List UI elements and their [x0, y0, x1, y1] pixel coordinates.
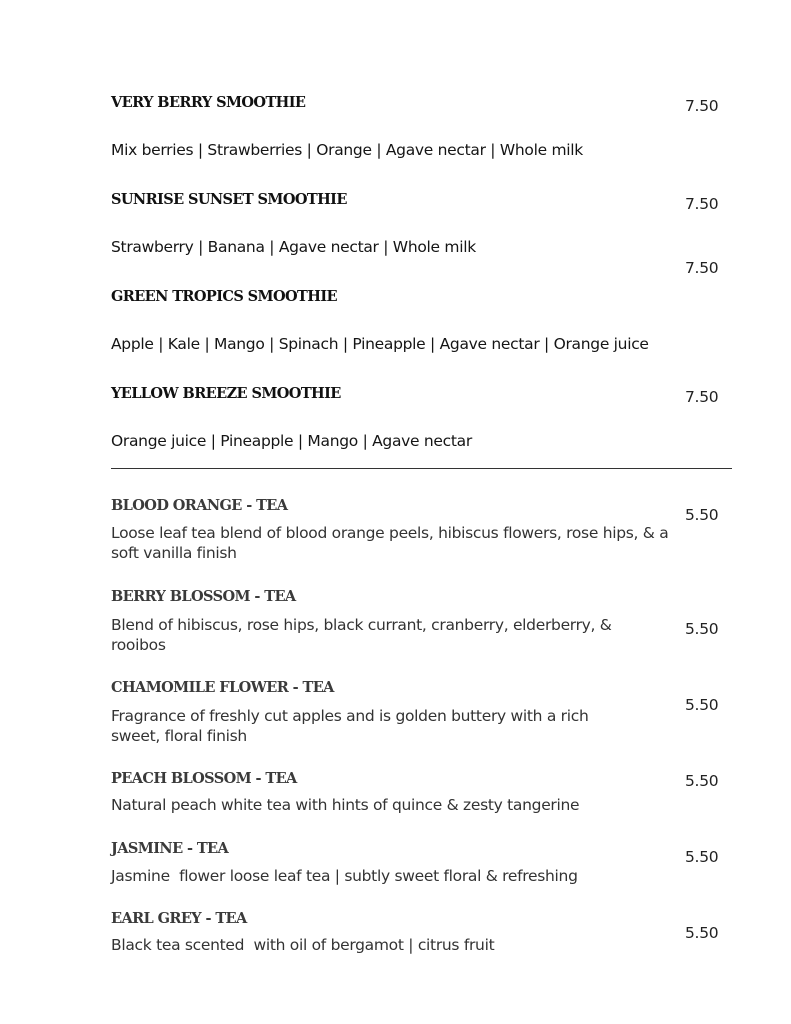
item-title: VERY BERRY SMOOTHIE [111, 94, 306, 111]
item-title: PEACH BLOSSOM - TEA [111, 770, 297, 787]
item-title: BLOOD ORANGE - TEA [111, 497, 288, 514]
item-title: EARL GREY - TEA [111, 910, 247, 927]
item-price: 5.50 [685, 772, 719, 790]
item-description: Black tea scented with oil of bergamot | citrus fruit [111, 936, 495, 954]
item-description: Natural peach white tea with hints of quince & zesty tangerine [111, 796, 580, 814]
item-title: BERRY BLOSSOM - TEA [111, 588, 296, 605]
item-price: 5.50 [685, 620, 719, 638]
item-price: 7.50 [685, 388, 719, 406]
item-description: Mix berries | Strawberries | Orange | Agave nectar | Whole milk [111, 141, 583, 159]
item-description: Orange juice | Pineapple | Mango | Agave nectar [111, 432, 472, 450]
item-price: 5.50 [685, 924, 719, 942]
item-price: 5.50 [685, 696, 719, 714]
item-price: 7.50 [685, 195, 719, 213]
item-description: Fragrance of freshly cut apples and is golden buttery with a rich sweet, floral finish [111, 707, 589, 745]
item-description: Jasmine flower loose leaf tea | subtly sweet floral & refreshing [111, 867, 578, 885]
item-title: YELLOW BREEZE SMOOTHIE [111, 385, 341, 402]
item-price: 7.50 [685, 97, 719, 115]
item-description: Loose leaf tea blend of blood orange peels, hibiscus flowers, rose hips, & a soft vanilla finish [111, 524, 669, 562]
item-title: CHAMOMILE FLOWER - TEA [111, 679, 334, 696]
item-title: JASMINE - TEA [111, 840, 229, 857]
item-title: GREEN TROPICS SMOOTHIE [111, 288, 337, 305]
item-description: Apple | Kale | Mango | Spinach | Pineapple | Agave nectar | Orange juice [111, 335, 649, 353]
section-divider [111, 468, 732, 469]
item-price: 5.50 [685, 506, 719, 524]
item-description: Blend of hibiscus, rose hips, black currant, cranberry, elderberry, & rooibos [111, 616, 612, 654]
item-description: Strawberry | Banana | Agave nectar | Whole milk [111, 238, 476, 256]
item-price: 5.50 [685, 848, 719, 866]
item-title: SUNRISE SUNSET SMOOTHIE [111, 191, 347, 208]
item-price: 7.50 [685, 259, 719, 277]
